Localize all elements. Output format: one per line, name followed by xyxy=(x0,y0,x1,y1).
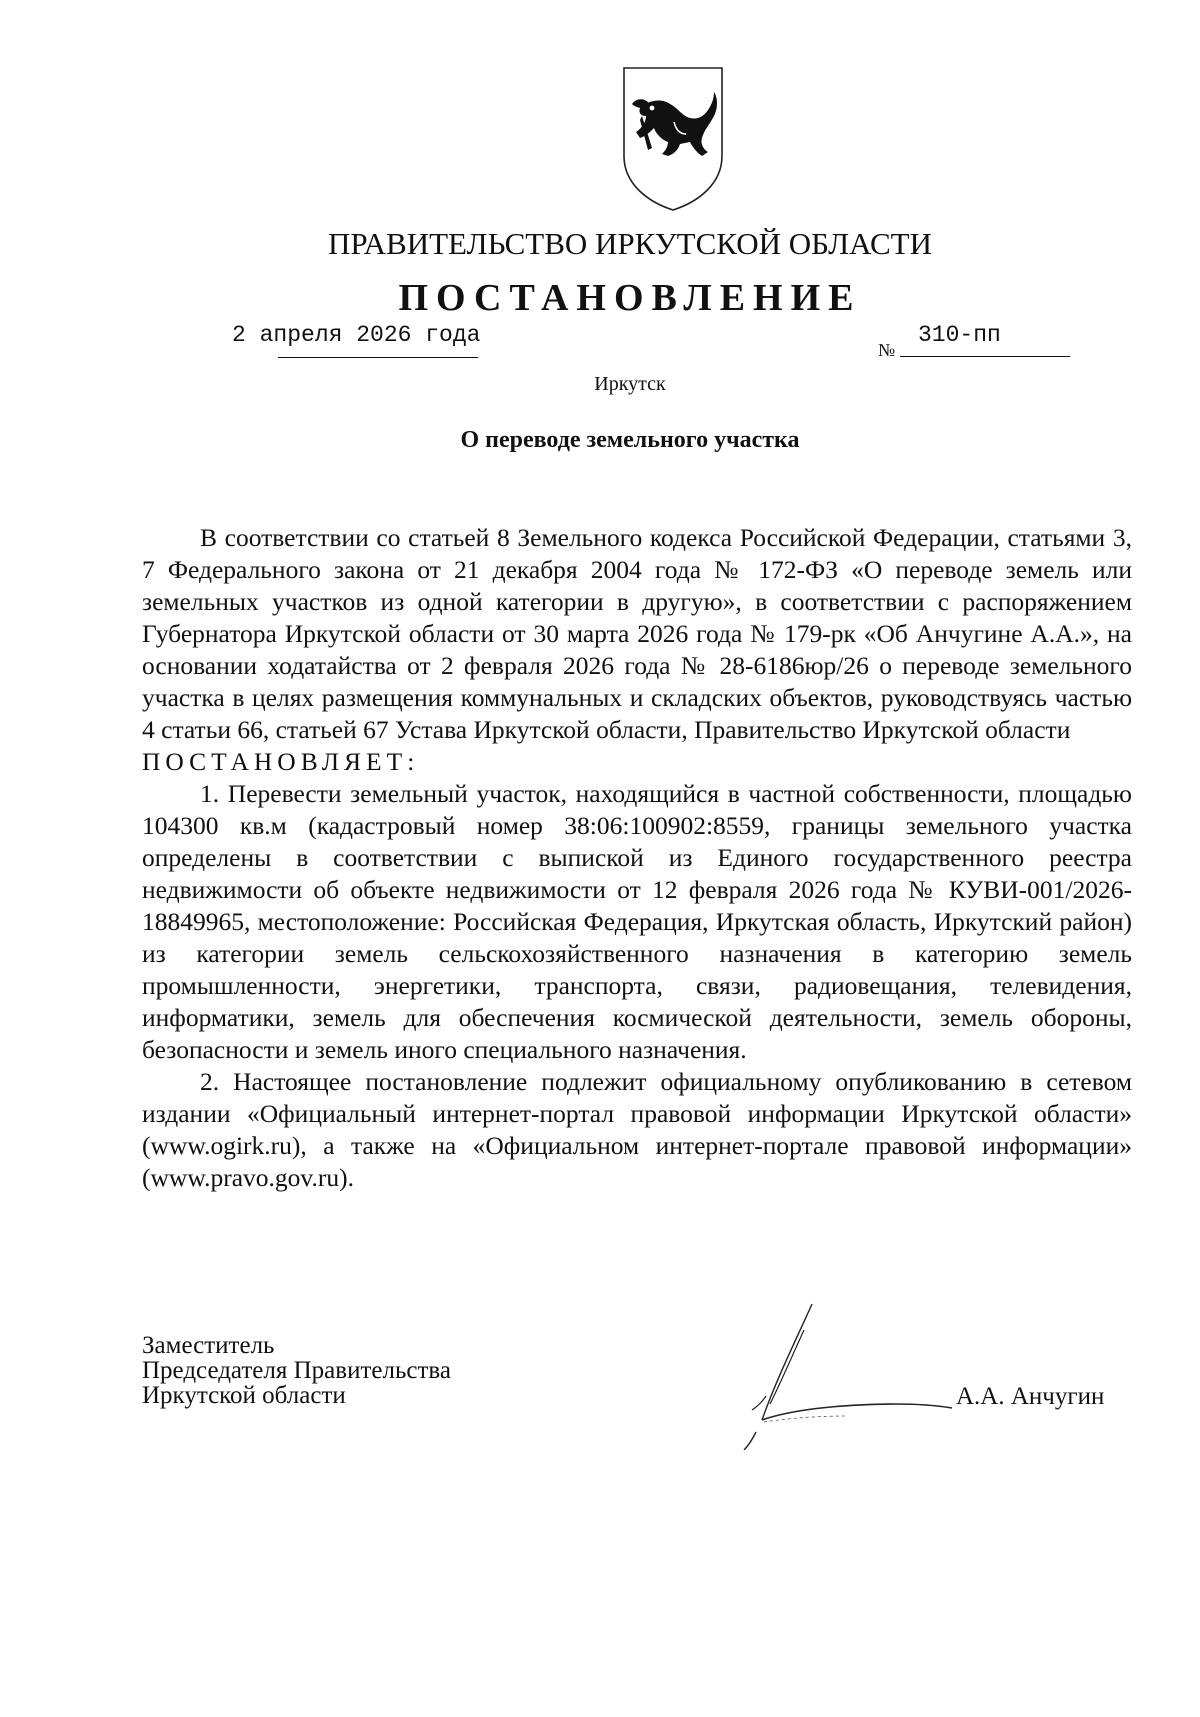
document-kind-heading: ПОСТАНОВЛЕНИЕ xyxy=(398,277,862,319)
resolves-heading: ПОСТАНОВЛЯЕТ: xyxy=(142,747,420,776)
document-subject: О переводе земельного участка xyxy=(460,427,800,453)
date-underline xyxy=(278,357,478,358)
item-1-paragraph: 1. Перевести земельный участок, находящийся в частной собственности, площадью 104300 кв.м (кадастровый номер 38:06:100902:8559, границы земельного участка определены в соответствии с выпиской из Единого государственного реестра недвижимости об объекте недвижимости от 12 февраля 2026 года № КУВИ-001/2026-18849965, местоположение: Российская Федерация, Иркутская область, Иркутский район) из категории земель сельскохозяйственного назначения в категорию земель промышленности, энергетики, транспорта, связи, радиовещания, телевидения, информатики, земель для обеспечения космической деятельности, земель обороны, безопасности и земель иного специального назначения. xyxy=(142,779,1132,1064)
preamble-paragraph: В соответствии со статьей 8 Земельного кодекса Российской Федерации, статьями 3, 7 Федерального закона от 21 декабря 2004 года № 172-ФЗ «О переводе земель или земельных участков из одной категории в другую», в соответствии с распоряжением Губернатора Иркутской области от 30 марта 2026 года № 179-рк «Об Анчугине А.А.», на основании ходатайства от 2 февраля 2026 года № 28-6186юр/26 о переводе земельного участка в целях размещения коммунальных и складских объектов, руководствуясь частью 4 статьи 66, статьей 67 Устава Иркутской области, Правительство Иркутской области xyxy=(142,523,1132,744)
signer-position-line: Иркутской области xyxy=(142,1382,346,1409)
document-date: 2 апреля 2026 года xyxy=(232,322,481,348)
document-city: Иркутск xyxy=(594,373,666,395)
signer-position-line: Заместитель xyxy=(142,1332,275,1359)
document-number: 310-пп xyxy=(918,322,1001,348)
item-2-paragraph: 2. Настоящее постановление подлежит официальному опубликованию в сетевом издании «Официальный интернет-портал правовой информации Иркутской области» (www.ogirk.ru), а также на «Официальном интернет-портале правовой информации» (www.pravo.gov.ru). xyxy=(142,1067,1132,1192)
handwritten-signature-icon xyxy=(700,1300,970,1450)
irkutsk-coat-of-arms-icon xyxy=(618,64,728,214)
document-body xyxy=(142,522,1132,1194)
government-title: ПРАВИТЕЛЬСТВО ИРКУТСКОЙ ОБЛАСТИ xyxy=(327,226,932,261)
signer-position-line: Председателя Правительства xyxy=(142,1357,451,1384)
number-sign: № xyxy=(878,340,896,360)
signer-position xyxy=(142,1333,451,1408)
signer-name: А.А. Анчугин xyxy=(956,1383,1105,1410)
number-underline xyxy=(900,356,1070,357)
